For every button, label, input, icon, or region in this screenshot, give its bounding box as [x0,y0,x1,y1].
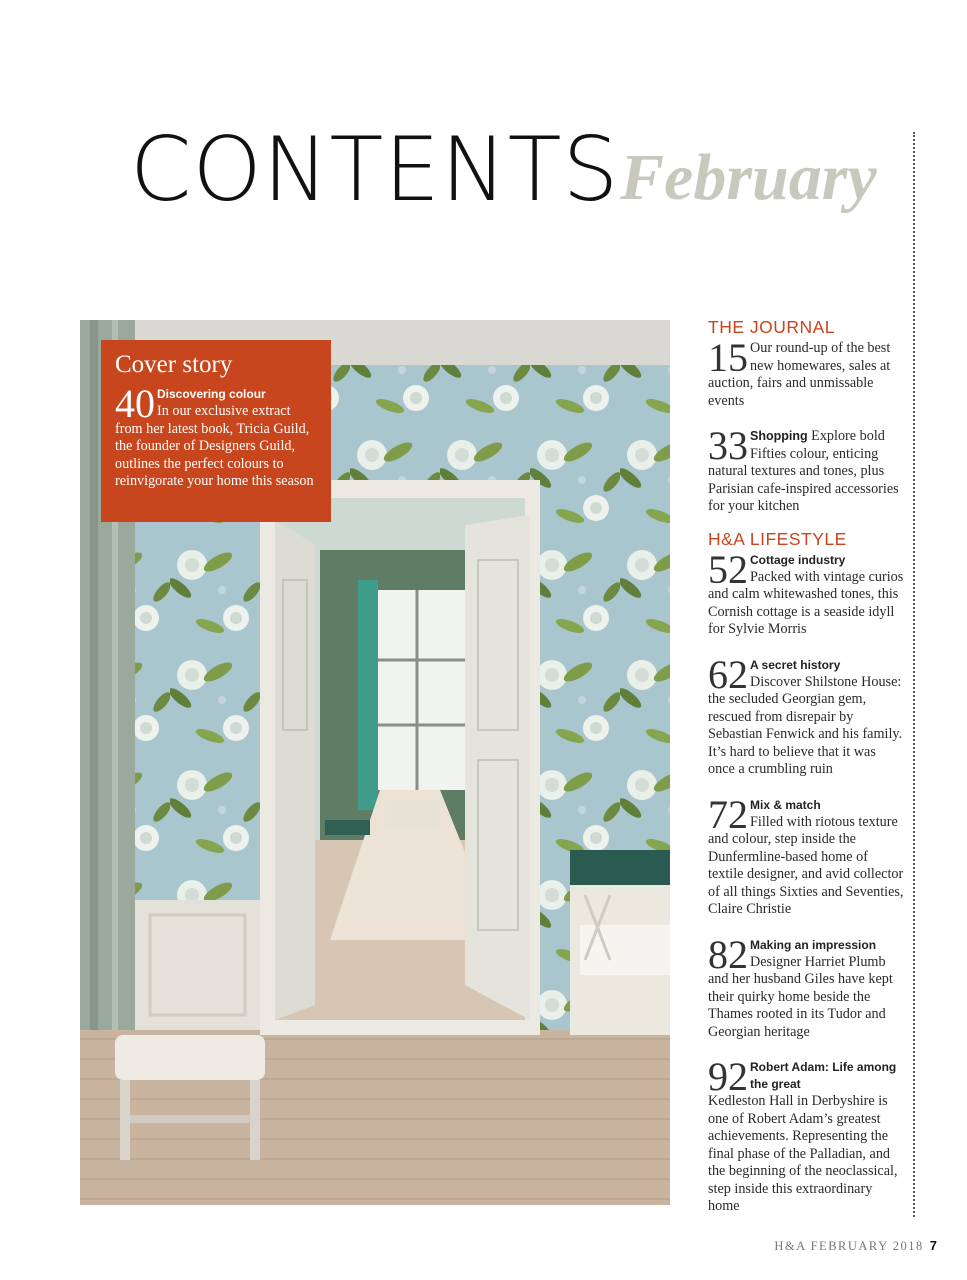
entry-kicker: Mix & match [750,797,821,812]
page-title: CONTENTS [130,118,620,221]
entry-description: Explore bold Fifties colour, enticing natural textures and tones, plus Parisian cafe-inspired accessories for your kitchen [708,428,899,514]
entry-description: Packed with vintage curios and calm whitewashed tones, this Cornish cottage is a seaside idyll for Sylvie Morris [708,568,904,637]
entry-description: Discover Shilstone House: the secluded Georgian gem, rescued from disrepair by Sebastian Fenwick and his family. It’s hard to believe that it was once a crumbling ruin [708,673,903,777]
page-number: 62 [708,651,748,697]
column-divider [913,132,915,1217]
issue-label: H&A FEBRUARY 2018 [774,1239,924,1253]
contents-entry[interactable] [708,423,906,516]
page-number: 33 [708,423,748,468]
issue-month: February [620,141,877,214]
cover-story-box[interactable] [101,340,331,522]
entry-kicker: A secret history [750,657,841,672]
page-number: 52 [708,546,748,592]
contents-entry[interactable] [708,791,906,919]
entry-description: Filled with riotous texture and colour, step inside the Dunfermline-based home of textile designer, and avid collector of all things Sixties and Seventies, Claire Christie [708,813,904,917]
entry-description: Our round-up of the best new homewares, sales at auction, fairs and unmissable events [708,340,891,409]
contents-entry[interactable] [708,651,906,779]
entry-description: Kedleston Hall in Derbyshire is one of Robert Adam’s greatest achievements. Representing the final phase of the Palladian, and the beginning of the neoclassical, step inside this extraordinary home [708,1093,898,1214]
entry-description: In our exclusive extract from her latest book, Tricia Guild, the founder of Designers Guild, outlines the perfect colours to reinvigorate your home this season [115,403,314,489]
entry-kicker: Discovering colour [157,387,266,401]
contents-column [708,316,906,1216]
entry-kicker: Shopping [750,429,808,443]
folio-number: 7 [929,1238,937,1253]
page-footer [774,1238,937,1254]
page-number: 40 [115,381,155,426]
entry-kicker: Cottage industry [750,552,846,567]
section-heading-lifestyle: H&A LIFESTYLE [708,528,847,549]
entry-kicker: Robert Adam: Life among the great [750,1060,897,1091]
page-number: 72 [708,791,748,837]
page-number: 92 [708,1054,748,1099]
page-number: 15 [708,335,748,380]
section-heading-journal: THE JOURNAL [708,317,836,337]
page-number: 82 [708,931,748,977]
contents-entry[interactable] [708,1054,906,1216]
entry-kicker: Making an impression [750,937,877,952]
contents-entry[interactable] [708,335,906,410]
contents-entry[interactable] [708,931,906,1042]
cover-story-entry [115,381,317,491]
contents-entry[interactable] [708,546,906,639]
cover-story-heading: Cover story [115,351,233,378]
entry-description: Designer Harriet Plumb and her husband Giles have kept their quirky home beside the Thames rooted in its Tudor and Georgian heritage [708,953,893,1040]
